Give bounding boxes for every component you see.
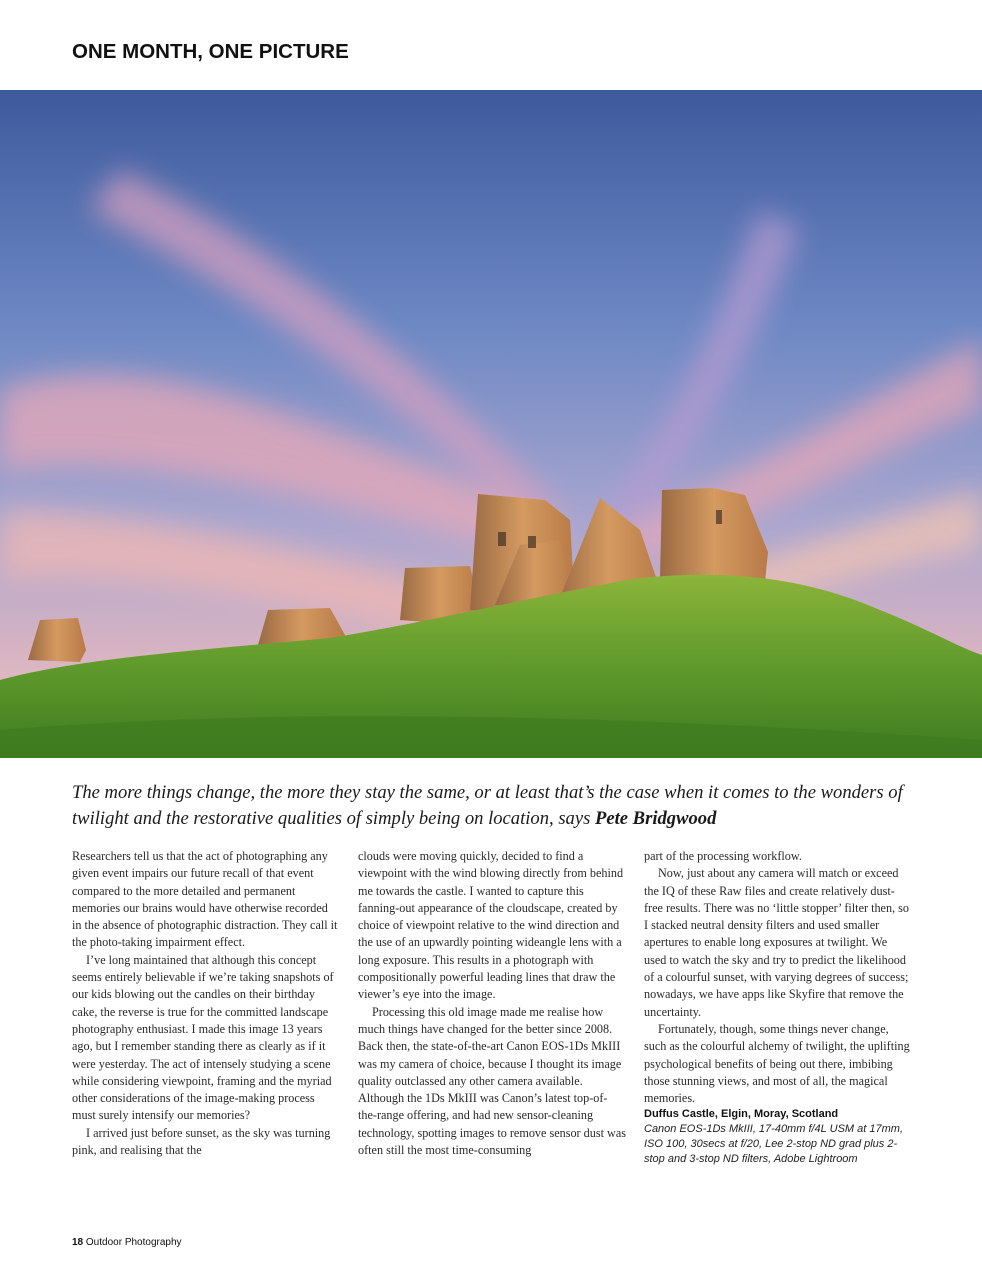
page-footer	[72, 1237, 182, 1248]
body-column-2	[358, 848, 626, 1159]
page-number: 18	[72, 1237, 84, 1248]
paragraph: I arrived just before sunset, as the sky was turning pink, and realising that the	[72, 1125, 331, 1158]
caption-details: Canon EOS-1Ds MkIII, 17-40mm f/4L USM at 17mm, ISO 100, 30secs at f/20, Lee 2-stop ND grad plus 2-stop and 3-stop ND filters, Adobe Lightroom	[644, 1123, 903, 1166]
paragraph: Researchers tell us that the act of photographing any given event impairs our future recall of that event compared to the more detailed and permanent memories our brains would have otherwise recorded in the absence of photographic distraction. They call it the photo-taking impairment effect.	[72, 849, 338, 950]
standfirst	[72, 780, 922, 832]
castle-landscape-photo	[0, 90, 982, 758]
section-title: ONE MONTH, ONE PICTURE	[72, 40, 349, 63]
paragraph: Processing this old image made me realise how much things have changed for the better since 2008. Back then, the state-of-the-art Canon EOS-1Ds MkIII was my camera of choice, because I thought its image quality outclassed any other camera available. Although the 1Ds MkIII was Canon’s latest top-of-the-range offering, and had new sensor-cleaning technology, spotting images to remove sensor dust was often still the most time-consuming	[358, 1004, 626, 1158]
paragraph: Fortunately, though, some things never change, such as the colourful alchemy of twilight, the uplifting psychological benefits of being out there, imbibing those stunning views, and most of all, the magical memories.	[644, 1021, 910, 1106]
paragraph: Now, just about any camera will match or exceed the IQ of these Raw files and create relatively dust-free results. There was no ‘little stopper’ filter then, so I stacked neutral density filters and used smaller apertures to enable long exposures at twilight. We used to watch the sky and try to predict the likelihood of a colourful sunset, with varying degrees of success; nowadays, we have apps like Skyfire that remove the uncertainty.	[644, 866, 909, 1019]
paragraph: part of the processing workflow.	[644, 849, 802, 863]
paragraph: clouds were moving quickly, decided to find a viewpoint with the wind blowing directly from behind me towards the castle. I wanted to capture this fanning-out appearance of the cloudscape, created by choice of viewpoint relative to the wind direction and the use of an upwardly pointing wideangle lens with a long exposure. This results in a photograph with compositionally powerful leading lines that draw the viewer’s eye into the image.	[358, 849, 624, 1002]
body-column-1	[72, 848, 340, 1159]
standfirst-text: The more things change, the more they stay the same, or at least that’s the case when it comes to the wonders of twilight and the restorative qualities of simply being on location, says	[72, 782, 903, 829]
publication-name: Outdoor Photography	[85, 1237, 182, 1248]
body-column-3	[644, 848, 912, 1167]
paragraph: I’ve long maintained that although this concept seems entirely believable if we’re taking snapshots of our kids blowing out the candles on their birthday cake, the reverse is true for the committed landscape photography enthusiast. I made this image 13 years ago, but I remember standing there as clearly as if it were yesterday. The act of intensely studying a scene while considering viewpoint, framing and the myriad other considerations of the image-making process must surely intensify our memories?	[72, 952, 334, 1123]
caption-title: Duffus Castle, Elgin, Moray, Scotland	[644, 1108, 839, 1121]
author-byline: Pete Bridgwood	[595, 808, 717, 829]
